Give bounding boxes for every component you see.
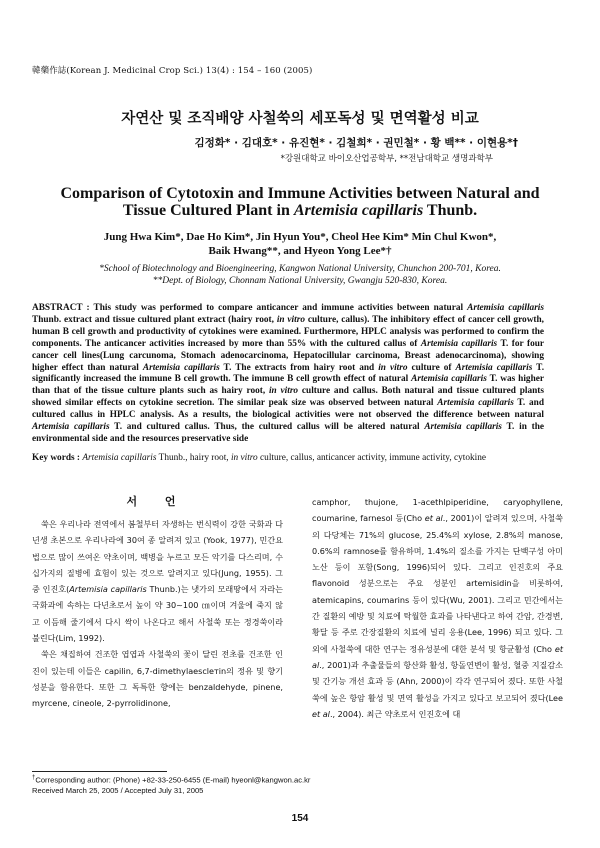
body-italic: et al (312, 708, 330, 719)
section-heading: 서 언 (126, 495, 188, 508)
abstract-text: culture, callus). The inhibitory effect of cancer cell growth, human B cell growth and productivity of cytokines were examined. Furthermore, HPLC analysis was performed to confirm the components. The anticancer activities increased by more than 55% with the cultured callus of (32, 314, 544, 349)
abstract-text: ABSTRACT : This study was performed to compare anticancer and immune activities between natural (32, 303, 468, 313)
authors-line1: Jung Hwa Kim*, Dae Ho Kim*, Jin Hyun You*, Cheol Hee Kim* Min Chul Kwon*, (103, 231, 497, 243)
body-text: 쑥은 우리나라 전역에서 봄철부터 자생하는 번식력이 강한 국화과 다년생 초본으로 우리나라에 30여 종 알려져 있고 (Yook, 1977), 민간요법으로 많이 쓰여온 약초이며, 백병을 누르고 모든 악기를 다스리며, 수십가지의 질병에 효험이 있는 것으로 알려지고 있다(Jung, 1955). 그 중 인진호( (32, 519, 283, 595)
body-italic: et al (312, 643, 563, 670)
abstract-text: Thunb. extract and tissue cultured plant extract (hairy root, (32, 314, 277, 325)
abstract-species: Artemisia capillaris (411, 374, 487, 385)
right-paragraph-1 (312, 494, 563, 722)
korean-title: 자연산 및 조직배양 사철쑥의 세포독성 및 면역활성 비교 (121, 111, 479, 127)
body-text: camphor, thujone, 1-acethlpiperidine, caryophyllene, coumarine, farnesol 등(Cho (312, 497, 563, 524)
title-text-end: Thunb. (423, 202, 478, 219)
left-paragraph-1 (32, 516, 283, 646)
abstract-species: Artemisia capillaris (420, 338, 498, 349)
body-species: Artemisia capillaris (69, 584, 147, 595)
affiliation-line1: *School of Biotechnology and Bioengineering, Kangwon National University, Chunchon 200-701, Korea. (99, 264, 501, 274)
english-title-line1: Comparison of Cytotoxin and Immune Activities between Natural and (60, 185, 540, 202)
abstract-text: T. significantly increased the immune B cell growth. The immune B cell growth effect of natural (32, 362, 545, 385)
english-affiliation (0, 263, 600, 287)
keyword-text: culture, callus, anticancer activity, immune activity, cytokine (257, 453, 487, 463)
keyword-text: Thunb., hairy root, (156, 453, 231, 463)
dagger-mark: † (32, 775, 36, 781)
abstract-text: T. was higher than that of the tissue culture plants such as hairy root, (32, 374, 545, 397)
abstract-text: culture and callus. Both natural and tissue cultured plants showed similar effects on cytokine secretion. The similar peak size was observed between natural (32, 386, 545, 409)
body-text: Thunb.)는 냇가의 모래땅에서 자라는 국화과에 속하는 다년초로서 높이 약 30~100 ㎝이며 겨울에 죽지 않고 이듬해 줄기에서 다시 싹이 나온다고 해서 사철쑥 또는 정경쑥이라 불린다(Lim, 1992). (32, 584, 283, 644)
page-number: 154 (291, 813, 309, 824)
left-paragraph-2: 쑥은 채집하여 건조한 엽엽과 사철쑥의 꽃이 달린 전초를 건조한 인진이 있는데 이들은 capilin, 6,7-dimethylaesclетin의 정유 및 향기 성분을 함유한다. 또한 그 독특한 향에는 benzaldehyde, pinene, myrcene, cineole, 2-pyrrolidinone, (32, 649, 283, 709)
abstract-italic: in vitro (378, 362, 408, 373)
abstract-species: Artemisia capillaris (32, 422, 110, 433)
abstract-text: T. for four cancer cell lines(Lung carcunoma, Stomach adenocarcinoma, Hepatocillular carcinoma, Breast adenocarcinoma), showing higher effect than natural (32, 338, 545, 373)
abstract-italic: in vitro (268, 386, 299, 397)
left-column (32, 516, 283, 712)
abstract-text: T. and cultured callus. Thus, the cultured callus will be altered natural (109, 422, 425, 433)
abstract-text: culture of (407, 362, 456, 373)
korean-affiliation: *강원대학교 바이오산업공학부, **전남대학교 생명과학부 (280, 154, 493, 164)
english-authors (0, 230, 600, 258)
abstract-text: T. The extracts from hairy root and (219, 362, 379, 373)
keywords (32, 452, 562, 464)
abstract-text: T. in the environmental side and the resources preservative side (32, 422, 545, 444)
abstract-species: Artemisia capillaris (467, 303, 545, 313)
body-italic: et al (424, 513, 443, 524)
keyword-species: Artemisia capillaris (82, 453, 157, 463)
body-text: ., 2001)과 추출물들의 항산화 활성, 항돌연변이 활성, 혈중 지질감소 및 간기능 개선 효과 등 (Ahn, 2000)이 각각 연구되어 졌다. 또한 사철쑥에 높은 항암 활성 및 면역 활성을 가지고 있다고 보고되어 졌다(Lee (312, 659, 563, 703)
korean-authors: 김정화* · 김대호* · 유진현* · 김철희* · 권민철* · 황 백** · 이현용*† (194, 137, 518, 149)
title-species: Artemisia capillaris (293, 202, 424, 219)
body-text: ., 2004). 최근 약초로서 인진호에 대 (329, 708, 461, 719)
english-title-line2 (0, 202, 600, 219)
abstract-species: Artemisia capillaris (424, 422, 502, 433)
abstract (32, 303, 544, 446)
title-text: Tissue Cultured Plant in (122, 202, 294, 219)
footnote-received: Received March 25, 2005 / Accepted July 31, 2005 (32, 786, 204, 796)
abstract-italic: in vitro (276, 314, 305, 325)
abstract-species: Artemisia capillaris (142, 362, 220, 373)
journal-header: 韓藥作誌(Korean J. Medicinal Crop Sci.) 13(4) : 154 – 160 (2005) (32, 66, 313, 76)
footnote-line1: Corresponding author: (Phone) +82-33-250-6455 (E-mail) hyeonl@kangwon.ac.kr (35, 775, 311, 785)
abstract-species: Artemisia capillaris (455, 362, 533, 373)
affiliation-line2: **Dept. of Biology, Chonnam National University, Gwangju 520-830, Korea. (152, 276, 448, 286)
english-title (0, 185, 600, 219)
right-column (312, 494, 563, 722)
authors-line2: Baik Hwang**, and Hyeon Yong Lee*† (208, 245, 392, 257)
body-text: ., 2001)이 알려져 있으며, 사철쑥의 다당체는 71%의 glucose, 25.4%의 xylose, 2.8%의 manose, 0.6%의 ramnose를 함유하며, 1.4%의 질소를 가지는 단백구성 아미노산 등이 포함(Song, 1996)되어 있다. 그리고 인진호의 주요 flavonoid 성분으로는 주요 성분인 artemisidin을 비롯하여, atemicapins, coumarins 등이 있다(Wu, 2001). 그리고 민간에서는 간 질환의 예방 및 치료에 탁월한 효과를 나타낸다고 하여 간암, 간경변, 황달 등 주로 간장질환의 치료에 널리 응용(Lee, 1996) 되고 있다. 그 외에 사철쑥에 대한 연구는 정유성분에 대한 분석 및 항균활성 (Cho (312, 513, 563, 654)
footnote-correspondence (32, 773, 310, 786)
footnote-divider (32, 771, 167, 772)
abstract-species: Artemisia capillaris (437, 398, 514, 409)
keywords-label: Key words : (32, 453, 83, 463)
keyword-italic: in vitro (230, 453, 258, 463)
abstract-text: T. and cultured callus in HPLC analysis. As a results, the biological activities were not observed the difference between natural (32, 398, 544, 421)
footnote (32, 773, 310, 797)
